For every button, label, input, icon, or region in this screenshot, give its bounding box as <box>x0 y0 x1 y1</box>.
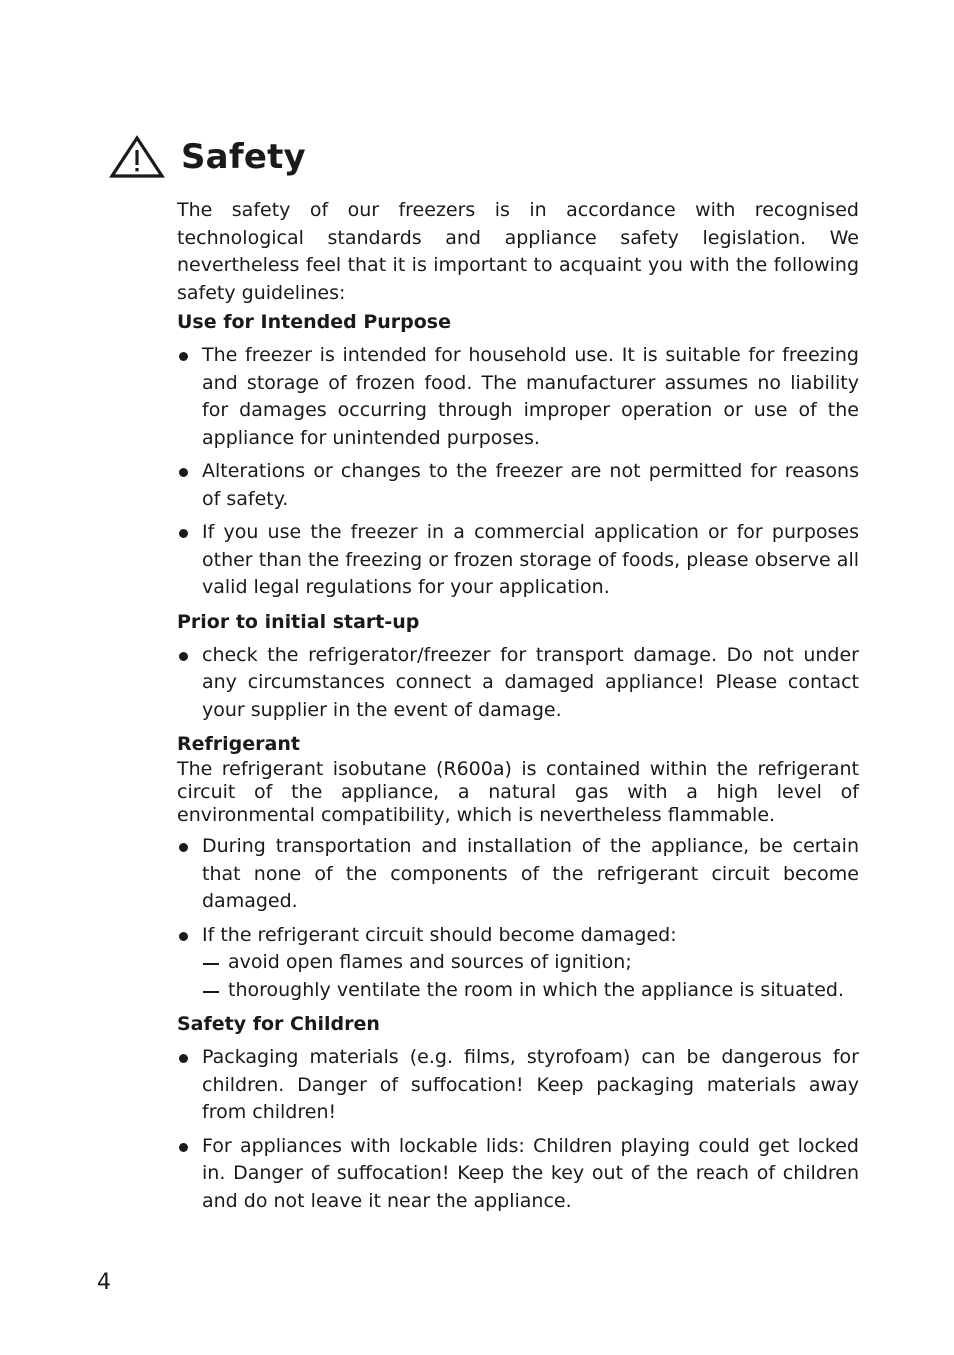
intro-paragraph: The safety of our freezers is in accordance with recognised technological standards and appliance safety legislation. We nevertheless feel that it is important to acquaint you with the following safety guidelines: <box>177 199 859 304</box>
refrigerant-list <box>177 833 859 1004</box>
list-item: check the refrigerator/freezer for transport damage. Do not under any circumstances connect a damaged appliance! Please contact your supplier in the event of damage. <box>177 642 859 725</box>
page-title: Safety <box>181 137 306 177</box>
intended-purpose-list <box>177 342 859 602</box>
bullet-icon <box>179 932 188 941</box>
bullet-icon <box>179 1143 188 1152</box>
bullet-icon <box>179 352 188 361</box>
bullet-icon <box>179 529 188 538</box>
subheading-children: Safety for Children <box>177 1013 380 1035</box>
dash-icon <box>203 963 219 965</box>
bullet-icon <box>179 1054 188 1063</box>
bullet-icon <box>179 652 188 661</box>
subheading-startup: Prior to initial start-up <box>177 610 420 633</box>
warning-triangle-icon <box>108 134 166 180</box>
children-list <box>177 1044 859 1215</box>
subheading-refrigerant: Refrigerant <box>177 733 300 755</box>
bullet-icon <box>179 843 188 852</box>
safety-content <box>177 197 859 1221</box>
list-item: For appliances with lockable lids: Children playing could get locked in. Danger of suffocation! Keep the key out of the reach of children and do not leave it near the appliance. <box>177 1133 859 1216</box>
list-item: The freezer is intended for household use. It is suitable for freezing and storage of frozen food. The manufacturer assumes no liability for damages occurring through improper operation or use of the appliance for unintended purposes. <box>177 342 859 452</box>
section-heading <box>108 134 306 180</box>
page-number: 4 <box>97 1270 111 1295</box>
list-item: Alterations or changes to the freezer are not permitted for reasons of safety. <box>177 458 859 513</box>
startup-list <box>177 642 859 725</box>
list-item: Packaging materials (e.g. films, styrofoam) can be dangerous for children. Danger of suffocation! Keep packaging materials away from children! <box>177 1044 859 1127</box>
dash-icon <box>203 991 219 993</box>
sublist-item: thoroughly ventilate the room in which the appliance is situated. <box>202 977 859 1005</box>
list-item: If the refrigerant circuit should become damaged: avoid open flames and sources of ignition; thoroughly ventilate the room in which the appliance is situated. <box>177 922 859 1005</box>
list-item: During transportation and installation of the appliance, be certain that none of the components of the refrigerant circuit become damaged. <box>177 833 859 916</box>
sublist-item: avoid open flames and sources of ignition; <box>202 949 859 977</box>
list-item: If you use the freezer in a commercial application or for purposes other than the freezing or frozen storage of foods, please observe all valid legal regulations for your application. <box>177 519 859 602</box>
refrigerant-paragraph: The refrigerant isobutane (R600a) is contained within the refrigerant circuit of the appliance, a natural gas with a high level of environmental compatibility, which is nevertheless flammable. <box>177 758 859 826</box>
refrigerant-sublist <box>202 949 859 1004</box>
subheading-intended-purpose: Use for Intended Purpose <box>177 311 452 333</box>
bullet-icon <box>179 468 188 477</box>
